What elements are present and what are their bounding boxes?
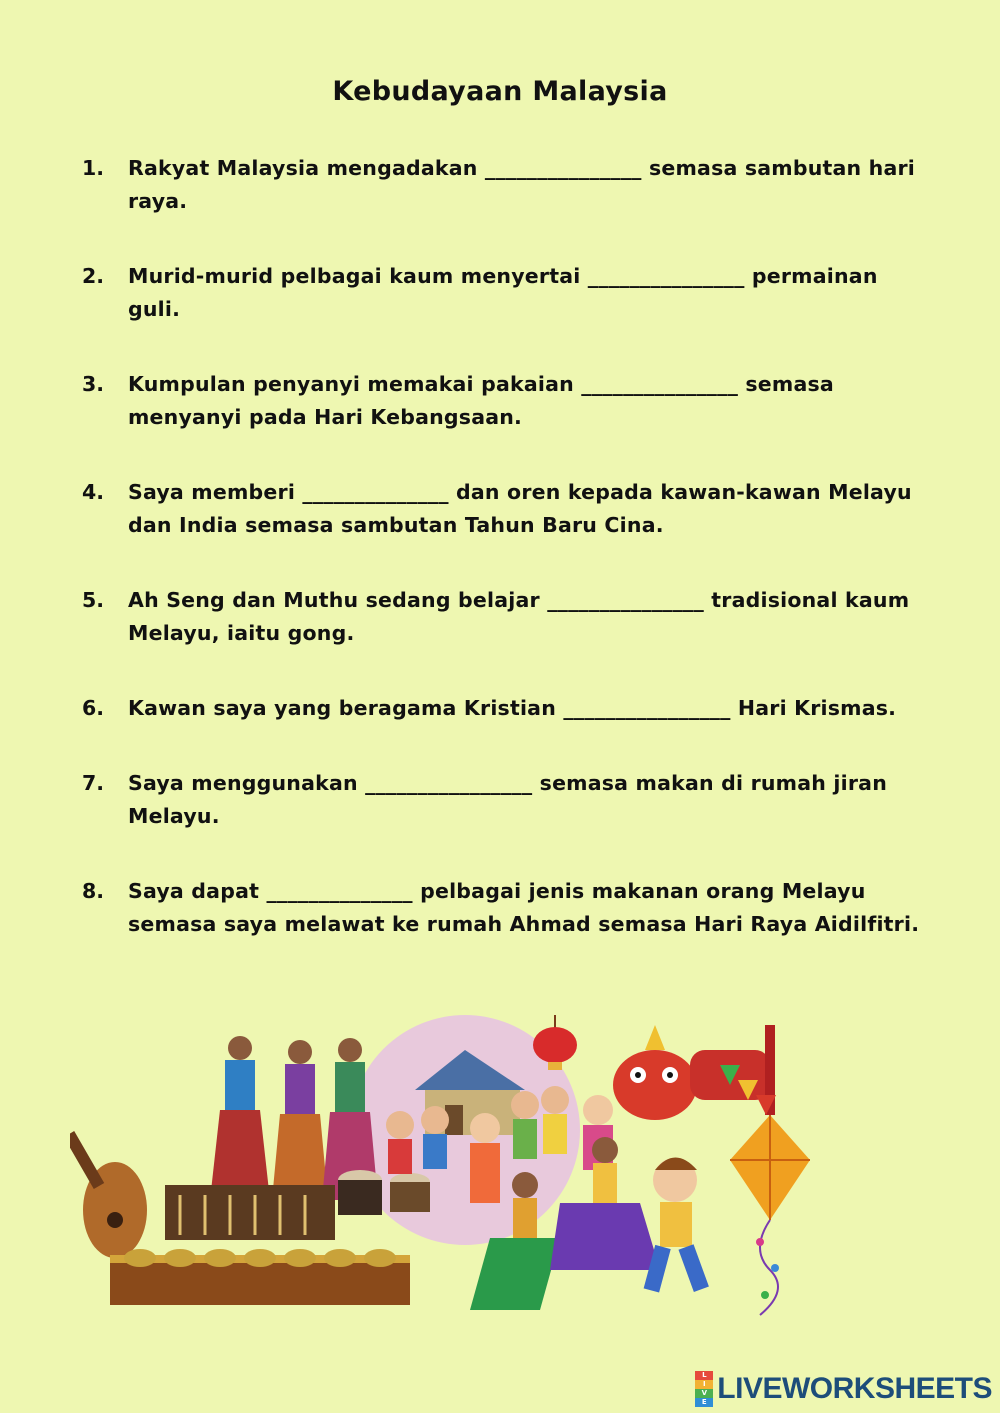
question-item xyxy=(82,584,932,650)
question-text: Kawan saya yang beragama Kristian ________________ Hari Krismas. xyxy=(128,696,897,720)
question-item xyxy=(82,767,932,833)
question-text: Ah Seng dan Muthu sedang belajar _______________ tradisional kaum Melayu, iaitu gong. xyxy=(128,588,910,645)
question-text: Rakyat Malaysia mengadakan _______________ semasa sambutan hari raya. xyxy=(128,156,916,213)
question-item xyxy=(82,476,932,542)
badge-letter: I xyxy=(695,1380,713,1389)
question-number: 1. xyxy=(82,156,105,180)
question-number: 5. xyxy=(82,588,105,612)
lute-icon xyxy=(70,1131,147,1258)
lion-dance-icon xyxy=(613,1025,775,1120)
question-text: Murid-murid pelbagai kaum menyertai _______________ permainan guli. xyxy=(128,264,878,321)
question-number: 2. xyxy=(82,264,105,288)
question-number: 3. xyxy=(82,372,105,396)
question-item xyxy=(82,692,932,725)
question-item xyxy=(82,368,932,434)
culture-illustration xyxy=(70,1010,830,1320)
kite-icon xyxy=(730,1115,810,1315)
footer-brand xyxy=(695,1371,992,1407)
brand-name: LIVEWORKSHEETS xyxy=(717,1372,992,1405)
question-number: 6. xyxy=(82,696,105,720)
question-text: Saya memberi ______________ dan oren kepada kawan-kawan Melayu dan India semasa sambutan Tahun Baru Cina. xyxy=(128,480,912,537)
question-item xyxy=(82,152,932,218)
question-text: Saya dapat ______________ pelbagai jenis makanan orang Melayu semasa saya melawat ke rumah Ahmad semasa Hari Raya Aidilfitri. xyxy=(128,879,920,936)
question-number: 7. xyxy=(82,771,105,795)
question-text: Saya menggunakan ________________ semasa makan di rumah jiran Melayu. xyxy=(128,771,887,828)
running-boy-icon xyxy=(644,1158,709,1293)
question-list xyxy=(82,152,932,983)
question-item xyxy=(82,260,932,326)
question-text: Kumpulan penyanyi memakai pakaian _______________ semasa menyanyi pada Hari Kebangsaan. xyxy=(128,372,834,429)
question-number: 4. xyxy=(82,480,105,504)
badge-letter: E xyxy=(695,1398,713,1407)
question-number: 8. xyxy=(82,879,105,903)
badge-letter: L xyxy=(695,1371,713,1380)
badge-letter: V xyxy=(695,1389,713,1398)
logo-badge-icon xyxy=(695,1371,713,1407)
question-item xyxy=(82,875,932,941)
page-title: Kebudayaan Malaysia xyxy=(332,76,668,107)
